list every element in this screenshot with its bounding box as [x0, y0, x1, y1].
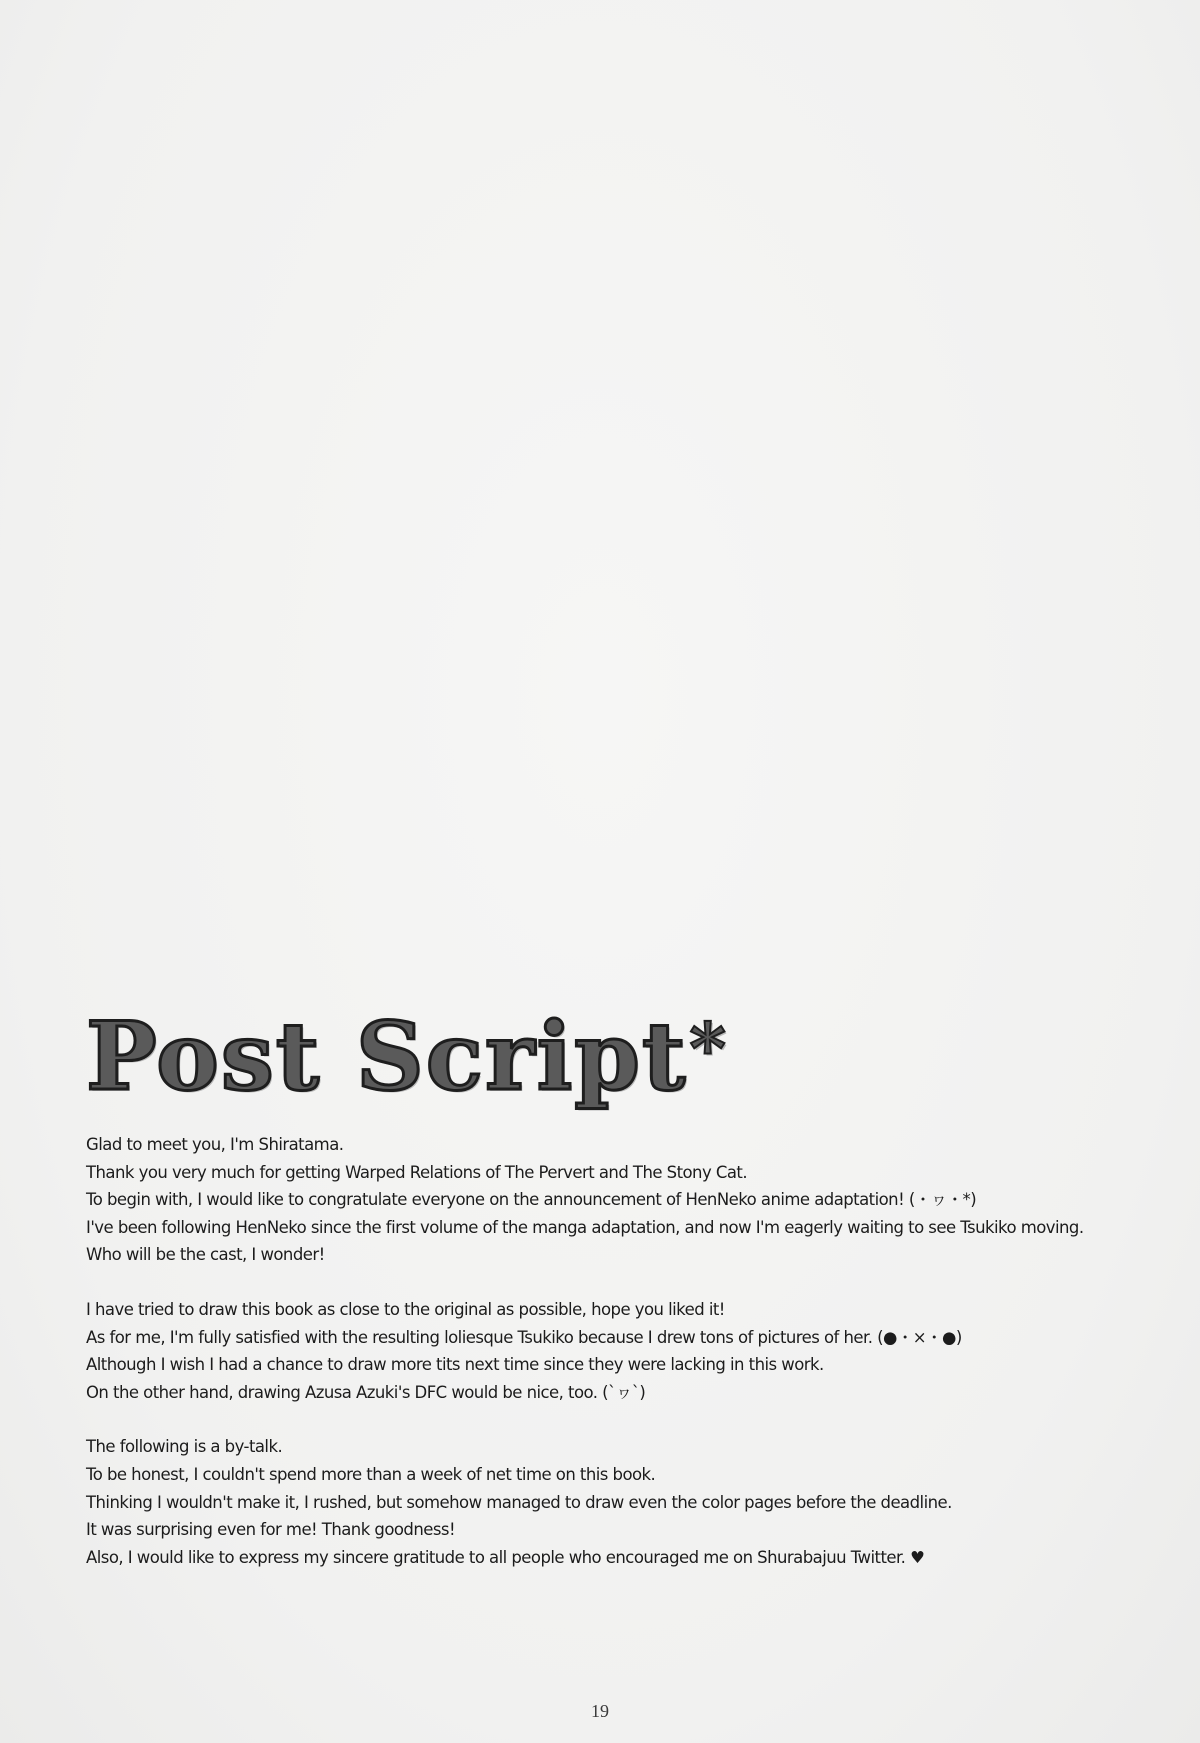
text-line: I have tried to draw this book as close to the original as possible, hope you liked it! [86, 1299, 725, 1319]
page-number: 19 [591, 1701, 609, 1721]
text-line: Thank you very much for getting Warped Relations of The Pervert and The Stony Cat. [86, 1162, 748, 1182]
text-line: Thinking I wouldn't make it, I rushed, but somehow managed to draw even the color pages before the deadline. [86, 1492, 952, 1512]
text-line: It was surprising even for me! Thank goodness! [86, 1520, 456, 1540]
title-star: * [689, 1007, 729, 1090]
text-line: Glad to meet you, I'm Shiratama. [86, 1135, 344, 1154]
text-line: I've been following HenNeko since the first volume of the manga adaptation, and now I'm eagerly waiting to see Tsukiko moving. [86, 1217, 1084, 1237]
text-line: As for me, I'm fully satisfied with the resulting loliesque Tsukiko because I drew tons of pictures of her. (●・×・●) [86, 1327, 962, 1347]
title-text: Post Script [86, 1002, 688, 1112]
text-line: To be honest, I couldn't spend more than a week of net time on this book. [86, 1464, 656, 1484]
text-line: On the other hand, drawing Azusa Azuki's DFC would be nice, too. (`ヮ`) [86, 1382, 646, 1402]
text-line: Also, I would like to express my sincere gratitude to all people who encouraged me on Shurabajuu Twitter. ♥ [86, 1547, 925, 1567]
text-line: Who will be the cast, I wonder! [86, 1245, 325, 1265]
paragraph-3 [86, 1433, 1126, 1571]
text-line: Although I wish I had a chance to draw more tits next time since they were lacking in this work. [86, 1355, 824, 1375]
page-title [86, 1002, 729, 1112]
paragraph-2 [86, 1296, 1126, 1406]
paragraph-1 [86, 1131, 1126, 1269]
text-line: The following is a by-talk. [86, 1437, 283, 1457]
postscript-body [86, 1131, 1126, 1598]
text-line: To begin with, I would like to congratulate everyone on the announcement of HenNeko anime adaptation! (・ヮ・*) [86, 1190, 977, 1210]
